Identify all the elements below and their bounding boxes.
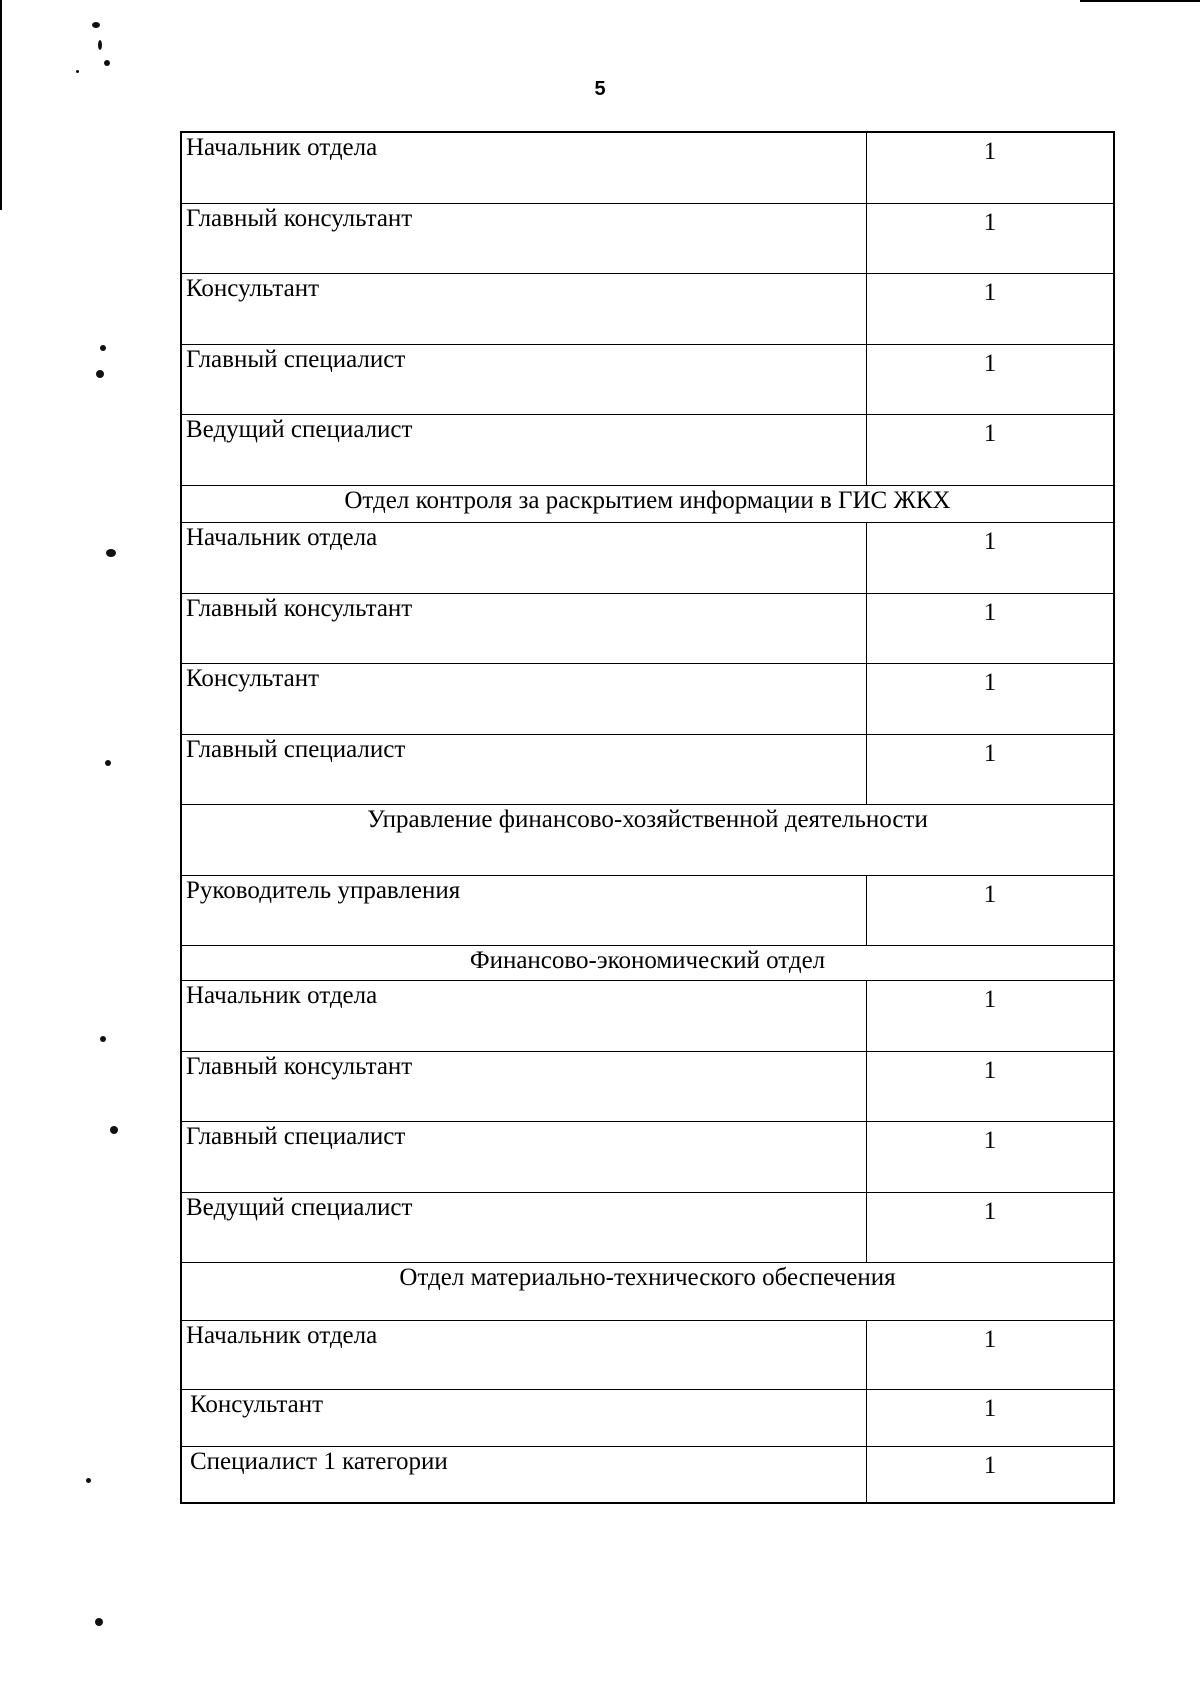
position-count: 1 bbox=[983, 986, 997, 1013]
position-title: Главный консультант bbox=[182, 204, 867, 274]
scan-speck bbox=[96, 370, 104, 378]
scan-speck bbox=[95, 1618, 103, 1626]
table-row bbox=[182, 981, 1113, 1052]
table-row bbox=[182, 345, 1113, 416]
section-row bbox=[182, 1263, 1113, 1321]
position-count: 1 bbox=[983, 420, 997, 447]
table-row bbox=[182, 1390, 1113, 1447]
scan-speck bbox=[106, 549, 116, 557]
position-title: Начальник отдела bbox=[182, 1321, 867, 1389]
position-count: 1 bbox=[983, 138, 997, 165]
position-count: 1 bbox=[983, 1395, 997, 1422]
table-row bbox=[182, 133, 1113, 204]
table-row bbox=[182, 274, 1113, 345]
staff-table bbox=[180, 131, 1115, 1504]
position-count: 1 bbox=[983, 349, 997, 377]
section-title: Управление финансово-хозяйственной деятельности bbox=[367, 806, 928, 833]
scan-speck bbox=[110, 1126, 118, 1134]
position-title: Консультант bbox=[182, 664, 867, 734]
scan-edge-line bbox=[1080, 0, 1200, 2]
section-title: Финансово-экономический отдел bbox=[469, 947, 826, 974]
scan-speck bbox=[76, 70, 79, 73]
position-title: Консультант bbox=[182, 274, 867, 344]
table-row bbox=[182, 1447, 1113, 1502]
table-row bbox=[182, 1122, 1113, 1193]
scan-speck bbox=[86, 1478, 91, 1483]
position-count: 1 bbox=[983, 739, 997, 767]
table-row bbox=[182, 735, 1113, 806]
position-count: 1 bbox=[983, 880, 997, 908]
position-title: Руководитель управления bbox=[182, 876, 867, 946]
position-title: Начальник отдела bbox=[182, 133, 867, 203]
table-row bbox=[182, 1321, 1113, 1390]
section-title: Отдел материально-технического обеспечения bbox=[399, 1264, 896, 1291]
position-count: 1 bbox=[983, 528, 997, 555]
scan-edge-line bbox=[0, 0, 2, 210]
page-number: 5 bbox=[594, 78, 606, 100]
section-title: Отдел контроля за раскрытием информации в ГИС ЖКХ bbox=[344, 486, 951, 514]
section-row bbox=[182, 486, 1113, 524]
position-count: 1 bbox=[983, 208, 997, 236]
position-count: 1 bbox=[983, 598, 997, 626]
table-row bbox=[182, 594, 1113, 665]
table-row bbox=[182, 415, 1113, 486]
scan-speck bbox=[100, 1036, 106, 1042]
scan-speck bbox=[92, 22, 100, 28]
position-count: 1 bbox=[983, 1452, 997, 1479]
position-count: 1 bbox=[983, 279, 997, 306]
position-title: Ведущий специалист bbox=[182, 1193, 867, 1263]
position-title: Консультант bbox=[182, 1390, 867, 1446]
position-count: 1 bbox=[983, 1197, 997, 1225]
scan-speck bbox=[100, 345, 106, 351]
position-title: Ведущий специалист bbox=[182, 415, 867, 485]
position-count: 1 bbox=[983, 1127, 997, 1154]
position-title: Начальник отдела bbox=[182, 981, 867, 1051]
table-row bbox=[182, 876, 1113, 947]
table-row bbox=[182, 204, 1113, 275]
position-title: Главный консультант bbox=[182, 594, 867, 664]
table-row bbox=[182, 1193, 1113, 1264]
position-count: 1 bbox=[983, 669, 997, 696]
position-title: Главный специалист bbox=[182, 1122, 867, 1192]
position-count: 1 bbox=[983, 1056, 997, 1084]
scan-speck bbox=[105, 760, 111, 766]
position-title: Начальник отдела bbox=[182, 523, 867, 593]
section-row bbox=[182, 946, 1113, 981]
position-title: Главный специалист bbox=[182, 345, 867, 415]
position-count: 1 bbox=[983, 1326, 997, 1353]
position-title: Главный специалист bbox=[182, 735, 867, 805]
scan-speck bbox=[104, 60, 110, 66]
table-row bbox=[182, 664, 1113, 735]
position-title: Специалист 1 категории bbox=[182, 1447, 867, 1502]
table-row bbox=[182, 523, 1113, 594]
table-row bbox=[182, 1052, 1113, 1123]
position-title: Главный консультант bbox=[182, 1052, 867, 1122]
scan-speck bbox=[98, 40, 102, 50]
section-row bbox=[182, 805, 1113, 876]
